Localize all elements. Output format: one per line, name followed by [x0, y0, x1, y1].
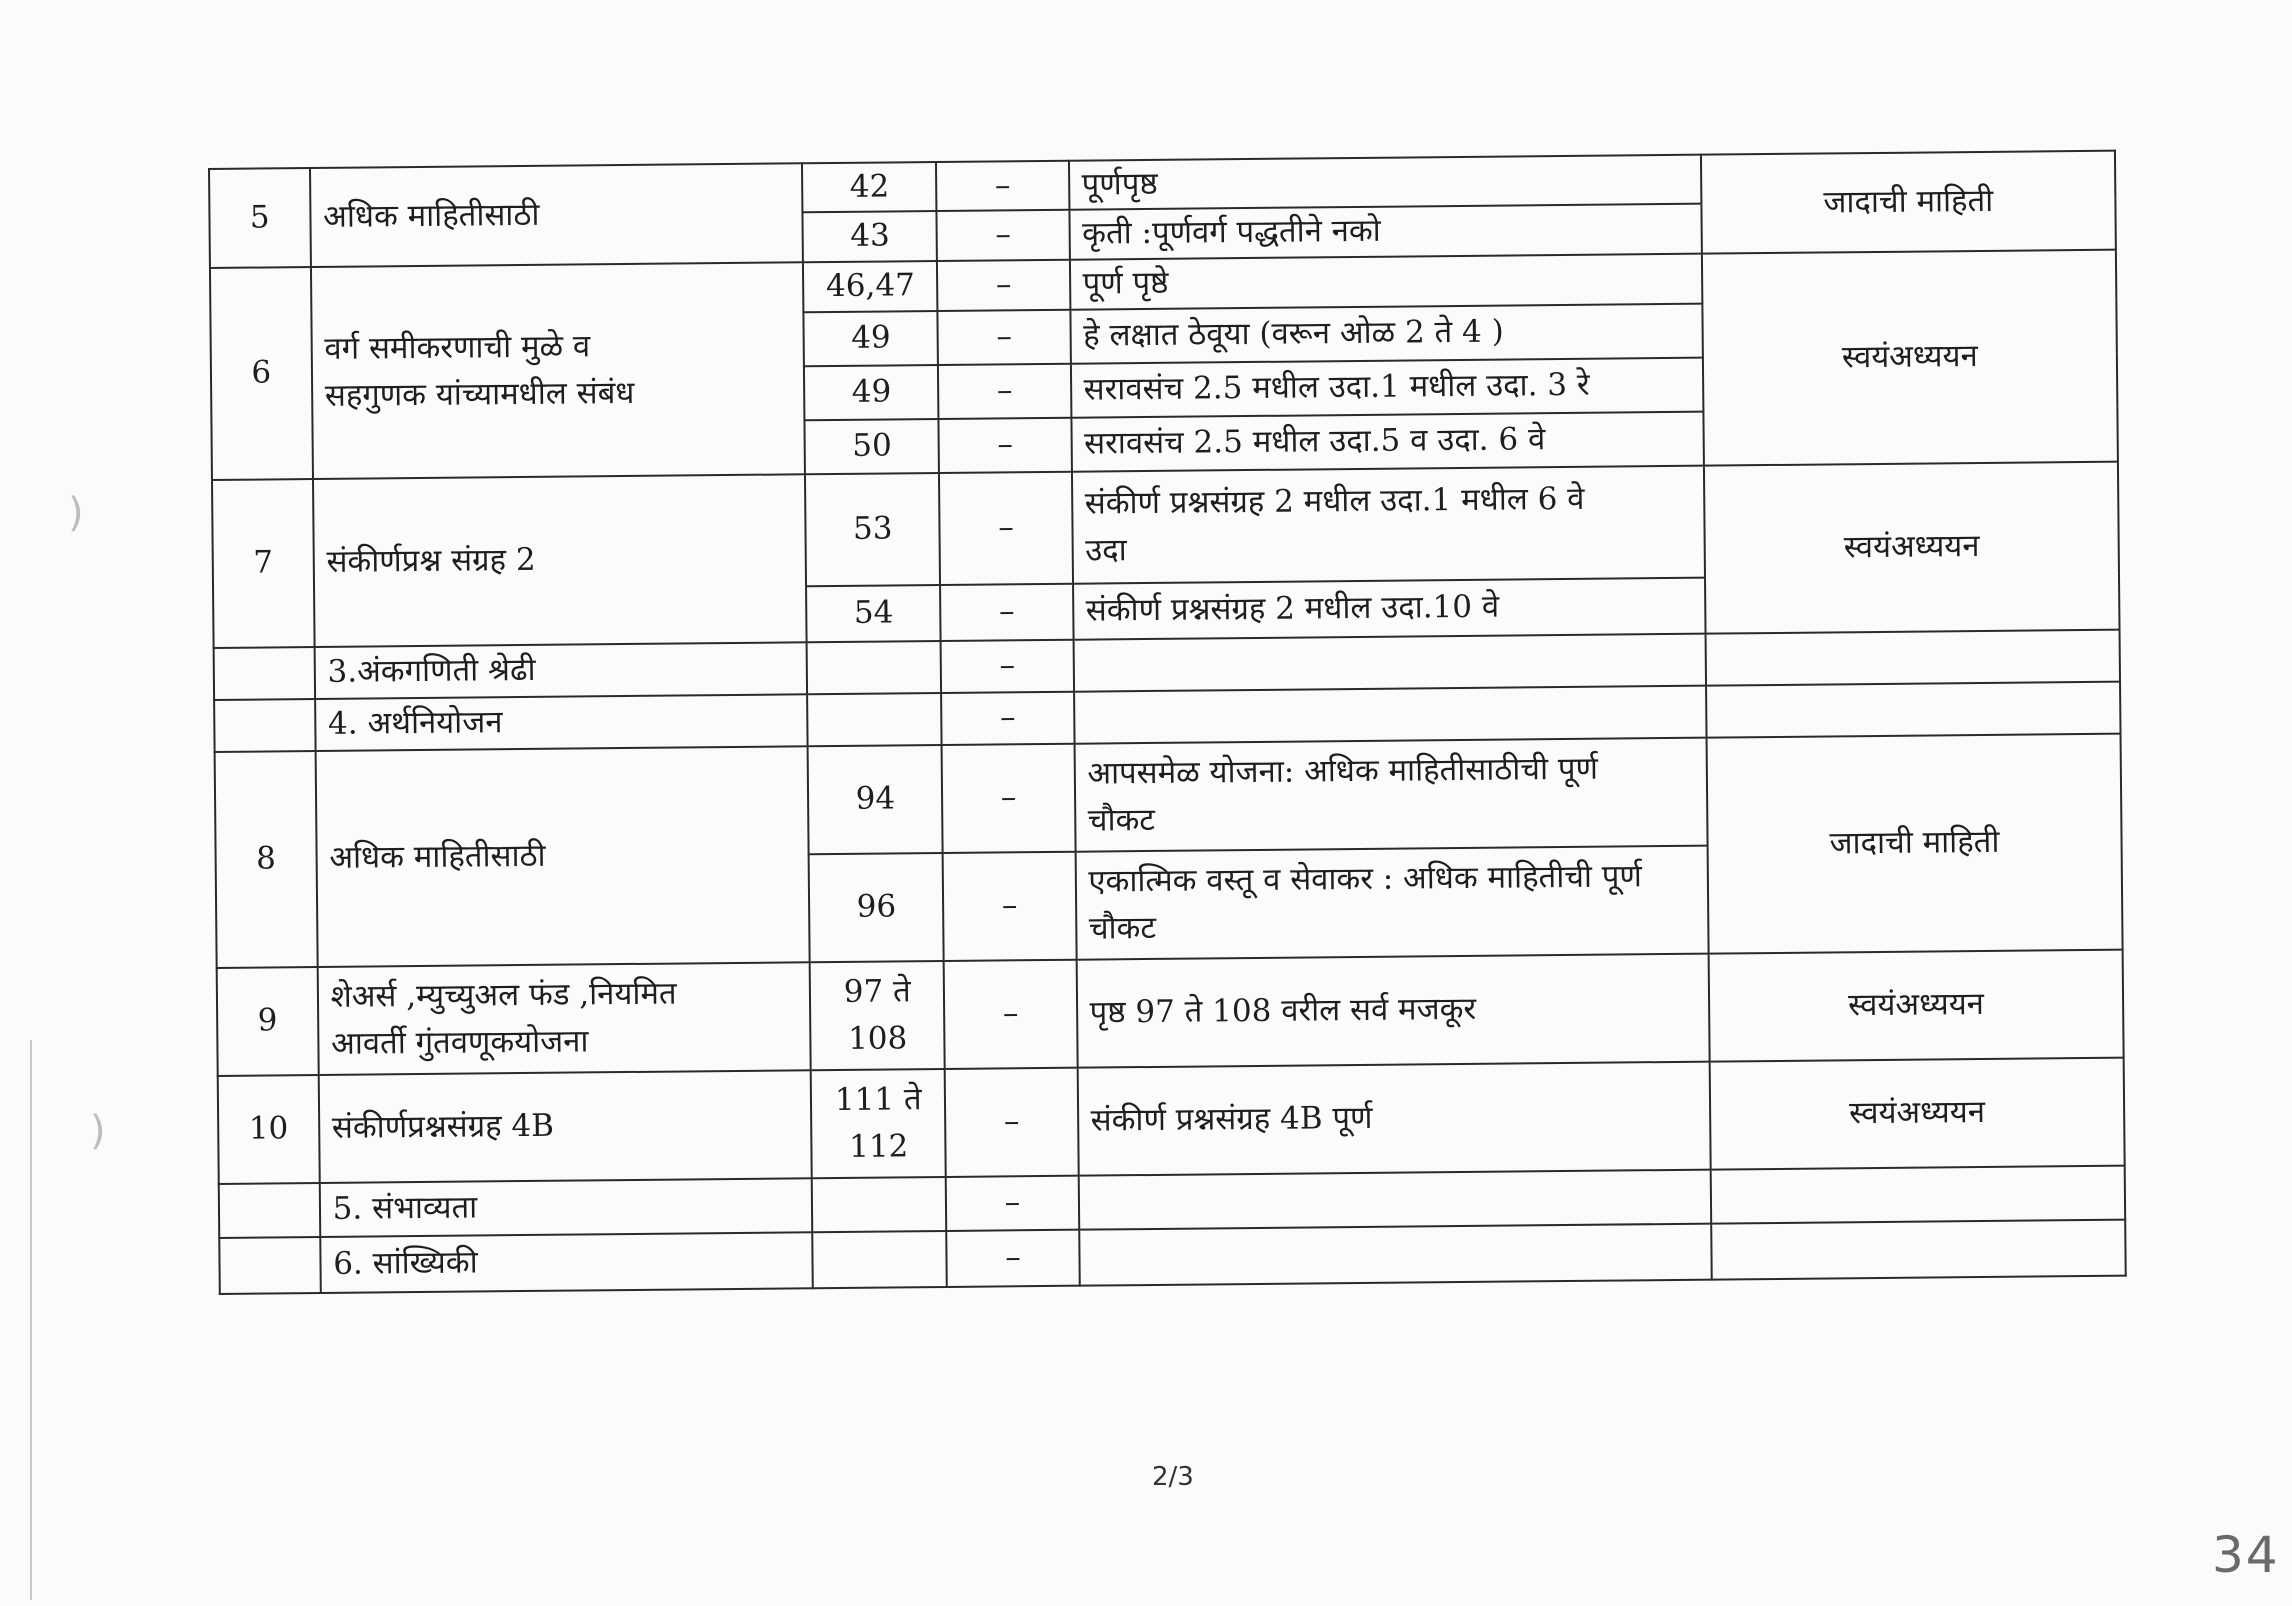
dash-cell: – [938, 363, 1071, 418]
remark-cell: स्वयंअध्ययन [1702, 249, 2118, 465]
table-row [215, 733, 2122, 859]
topic-cell: अधिक माहितीसाठी [310, 163, 803, 266]
table-row [212, 461, 2119, 591]
margin-mark: ) [90, 1108, 106, 1154]
dash-cell: – [937, 209, 1070, 260]
page-cell: 97 ते 108 [810, 960, 945, 1069]
content-cell [1078, 1169, 1711, 1229]
page-cell: 53 [805, 472, 940, 585]
content-cell: हे लक्षात ठेवूया (वरून ओळ 2 ते 4 ) [1070, 303, 1703, 363]
remark-cell [1705, 629, 2120, 685]
content-cell: पूर्णपृष्ठ [1068, 155, 1701, 210]
page-cell: 50 [805, 418, 940, 473]
handwritten-page-mark: 34 [2212, 1526, 2280, 1584]
dash-cell: – [938, 309, 1071, 364]
content-cell: आपसमेळ योजना: अधिक माहितीसाठीची पूर्ण चौकट [1074, 737, 1707, 851]
content-cell: संकीर्ण प्रश्नसंग्रह 4B पूर्ण [1077, 1061, 1710, 1175]
serial-number-cell: 5 [209, 168, 311, 267]
dash-cell: – [941, 639, 1074, 692]
topic-cell: संकीर्णप्रश्नसंग्रह 4B [318, 1070, 811, 1183]
dash-cell: – [939, 417, 1072, 472]
remark-cell [1706, 681, 2121, 737]
remark-cell: स्वयंअध्ययन [1710, 1057, 2125, 1169]
topic-cell: संकीर्णप्रश्न संग्रह 2 [313, 474, 807, 647]
syllabus-table [208, 150, 2127, 1295]
remark-cell: जादाची माहिती [1706, 733, 2122, 953]
topic-cell: अधिक माहितीसाठी [315, 746, 809, 967]
serial-number-cell [219, 1182, 320, 1237]
page-cell [812, 1176, 947, 1231]
serial-number-cell [219, 1236, 320, 1293]
serial-number-cell: 10 [218, 1074, 320, 1183]
dash-cell: – [947, 1229, 1080, 1286]
page-cell [812, 1230, 947, 1287]
dash-cell: – [942, 743, 1075, 852]
dash-cell: – [942, 691, 1075, 744]
content-cell: कृती :पूर्णवर्ग पद्धतीने नको [1069, 203, 1702, 259]
page-cell: 43 [803, 211, 938, 262]
dash-cell: – [945, 1067, 1078, 1176]
page-cell: 49 [804, 364, 939, 419]
page-cell: 96 [809, 852, 944, 961]
remark-cell [1711, 1219, 2126, 1279]
content-cell [1073, 633, 1706, 691]
dash-cell: – [940, 583, 1073, 640]
chapter-heading-cell: 3.अंकगणिती श्रेढी [314, 642, 807, 699]
content-cell: पूर्ण पृष्ठे [1069, 253, 1702, 309]
serial-number-cell: 8 [215, 750, 318, 967]
chapter-heading-cell: 6. सांख्यिकी [320, 1232, 813, 1293]
page-cell: 46,47 [803, 261, 938, 312]
serial-number-cell: 9 [217, 966, 319, 1075]
remark-cell: जादाची माहिती [1701, 151, 2116, 253]
page-cell [807, 640, 942, 693]
remark-cell: स्वयंअध्ययन [1704, 461, 2120, 633]
serial-number-cell [214, 647, 315, 700]
serial-number-cell: 6 [210, 267, 313, 480]
page-cell: 42 [802, 162, 937, 212]
page-cell: 49 [804, 311, 939, 366]
page-cell: 54 [806, 584, 941, 641]
dash-cell: – [937, 259, 1070, 310]
content-cell [1079, 1223, 1712, 1285]
chapter-heading-cell: 5. संभाव्यता [319, 1178, 812, 1237]
page-cell: 111 ते 112 [811, 1068, 946, 1177]
content-cell: पृष्ठ 97 ते 108 वरील सर्व मजकूर [1076, 953, 1709, 1067]
table-row [218, 1057, 2125, 1183]
table-row [217, 949, 2124, 1075]
remark-cell: स्वयंअध्ययन [1708, 949, 2123, 1061]
dash-cell: – [939, 471, 1072, 584]
dash-cell: – [944, 959, 1077, 1068]
dash-cell: – [936, 161, 1069, 211]
margin-mark: ) [68, 490, 84, 536]
table-body [209, 151, 2126, 1294]
topic-cell: वर्ग समीकरणाची मुळे व सहगुणक यांच्यामधील संबंध [311, 262, 805, 479]
page-cell [807, 692, 942, 745]
dash-cell: – [946, 1175, 1079, 1230]
content-cell [1074, 685, 1707, 743]
serial-number-cell [214, 698, 315, 751]
chapter-heading-cell: 4. अर्थनियोजन [315, 694, 808, 751]
content-cell: एकात्मिक वस्तू व सेवाकर : अधिक माहितीची पूर्ण चौकट [1075, 845, 1708, 959]
page-number: 2/3 [1152, 1462, 1194, 1492]
page-cell: 94 [808, 744, 943, 853]
content-cell: सरावसंच 2.5 मधील उदा.1 मधील उदा. 3 रे [1070, 357, 1703, 417]
content-cell: संकीर्ण प्रश्नसंग्रह 2 मधील उदा.10 वे [1073, 577, 1706, 639]
topic-cell: शेअर्स ,म्युच्युअल फंड ,नियमित आवर्ती गुंतवणूकयोजना [317, 962, 810, 1075]
content-cell: सरावसंच 2.5 मधील उदा.5 व उदा. 6 वे [1071, 411, 1704, 471]
remark-cell [1711, 1165, 2126, 1223]
serial-number-cell: 7 [212, 479, 314, 648]
dash-cell: – [943, 851, 1076, 960]
content-cell: संकीर्ण प्रश्नसंग्रह 2 मधील उदा.1 मधील 6 वे उदा [1071, 465, 1704, 583]
scan-left-edge-line [30, 1040, 32, 1600]
